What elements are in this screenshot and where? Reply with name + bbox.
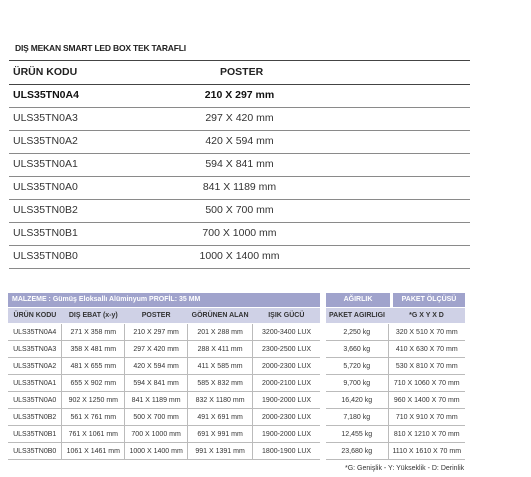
table-cell: ULS35TN0A3 <box>8 341 62 358</box>
table-cell: 710 X 910 X 70 mm <box>388 409 465 426</box>
table-cell: 288 X 411 mm <box>188 341 253 358</box>
spec-table-package <box>326 308 465 460</box>
column-header: ÜRÜN KODU <box>8 308 62 324</box>
table-cell: 12,455 kg <box>326 426 388 443</box>
table-cell: 710 X 1060 X 70 mm <box>388 375 465 392</box>
table-row <box>8 375 320 392</box>
table-cell: 2,250 kg <box>326 324 388 341</box>
column-header: *G X Y X D <box>388 308 465 324</box>
table-cell: 2000-2100 LUX <box>253 375 320 392</box>
header-poster: POSTER <box>220 66 264 78</box>
column-header: GÖRÜNEN ALAN <box>188 308 253 324</box>
table-cell: 210 X 297 mm <box>125 324 188 341</box>
package-header-row <box>326 308 465 324</box>
table-row <box>9 108 470 131</box>
table-cell: 358 X 481 mm <box>62 341 125 358</box>
table-row <box>8 324 320 341</box>
table-cell: 201 X 288 mm <box>188 324 253 341</box>
product-code: ULS35TN0B0 <box>13 250 78 262</box>
table-cell: ULS35TN0A0 <box>8 392 62 409</box>
table-cell: 991 X 1391 mm <box>188 443 253 460</box>
table-row <box>8 426 320 443</box>
product-code: ULS35TN0A4 <box>13 89 79 101</box>
table-row <box>9 131 470 154</box>
poster-size: 594 X 841 mm <box>205 158 274 170</box>
table-cell: 1110 X 1610 X 70 mm <box>388 443 465 460</box>
table-cell: 420 X 594 mm <box>125 358 188 375</box>
table-cell: 530 X 810 X 70 mm <box>388 358 465 375</box>
table-row <box>9 223 470 246</box>
table-row <box>326 409 465 426</box>
table-cell: ULS35TN0B1 <box>8 426 62 443</box>
poster-size: 1000 X 1400 mm <box>199 250 280 262</box>
table-row <box>326 324 465 341</box>
table-row <box>9 85 470 108</box>
table-cell: 481 X 655 mm <box>62 358 125 375</box>
table-cell: 585 X 832 mm <box>188 375 253 392</box>
table-cell: 320 X 510 X 70 mm <box>388 324 465 341</box>
table-row <box>8 358 320 375</box>
table-cell: 841 X 1189 mm <box>125 392 188 409</box>
poster-size: 297 X 420 mm <box>205 112 274 124</box>
table-cell: 23,680 kg <box>326 443 388 460</box>
table-cell: ULS35TN0A1 <box>8 375 62 392</box>
table-row <box>8 392 320 409</box>
poster-size: 700 X 1000 mm <box>202 227 277 239</box>
table-cell: 594 X 841 mm <box>125 375 188 392</box>
table-row <box>9 200 470 223</box>
table-cell: 2300-2500 LUX <box>253 341 320 358</box>
product-code: ULS35TN0A1 <box>13 158 78 170</box>
table-row <box>326 392 465 409</box>
table-row <box>8 443 320 460</box>
poster-size: 420 X 594 mm <box>205 135 274 147</box>
table-cell: 7,180 kg <box>326 409 388 426</box>
table-cell: 902 X 1250 mm <box>62 392 125 409</box>
table-cell: 411 X 585 mm <box>188 358 253 375</box>
product-code: ULS35TN0B1 <box>13 227 78 239</box>
poster-size: 841 X 1189 mm <box>202 181 277 193</box>
product-code: ULS35TN0A0 <box>13 181 78 193</box>
spec-table-main <box>8 308 320 460</box>
product-code: ULS35TN0A2 <box>13 135 78 147</box>
header-product-code: ÜRÜN KODU <box>13 66 78 78</box>
table-cell: 16,420 kg <box>326 392 388 409</box>
column-header: POSTER <box>125 308 188 324</box>
product-code: ULS35TN0A3 <box>13 112 78 124</box>
table-cell: 9,700 kg <box>326 375 388 392</box>
dimension-footnote: *G: Genişlik - Y: Yükseklik - D: Derinlik <box>345 465 465 472</box>
column-header: IŞIK GÜCÜ <box>253 308 320 324</box>
table-cell: 691 X 991 mm <box>188 426 253 443</box>
table-row <box>9 154 470 177</box>
table-cell: 655 X 902 mm <box>62 375 125 392</box>
table-cell: 500 X 700 mm <box>125 409 188 426</box>
column-header: DIŞ EBAT (x-y) <box>62 308 125 324</box>
table-cell: 1000 X 1400 mm <box>125 443 188 460</box>
table-row <box>326 426 465 443</box>
table-cell: 2000-2300 LUX <box>253 358 320 375</box>
table-cell: ULS35TN0A2 <box>8 358 62 375</box>
spec-header-row <box>8 308 320 324</box>
table-row <box>326 443 465 460</box>
table-cell: 491 X 691 mm <box>188 409 253 426</box>
table-cell: 761 X 1061 mm <box>62 426 125 443</box>
table-cell: 1900-2000 LUX <box>253 392 320 409</box>
table-row <box>9 177 470 200</box>
table-cell: 3,660 kg <box>326 341 388 358</box>
page-title: DIŞ MEKAN SMART LED BOX TEK TARAFLI <box>15 43 186 53</box>
table-cell: 271 X 358 mm <box>62 324 125 341</box>
table-cell: 410 X 630 X 70 mm <box>388 341 465 358</box>
table-row <box>8 341 320 358</box>
table-row <box>326 341 465 358</box>
table-row <box>9 246 470 269</box>
table-row <box>8 409 320 426</box>
table-cell: 700 X 1000 mm <box>125 426 188 443</box>
table-cell: 1800-1900 LUX <box>253 443 320 460</box>
table-cell: 810 X 1210 X 70 mm <box>388 426 465 443</box>
table-row <box>326 358 465 375</box>
table-cell: ULS35TN0B2 <box>8 409 62 426</box>
table-cell: 5,720 kg <box>326 358 388 375</box>
table-cell: ULS35TN0A4 <box>8 324 62 341</box>
material-banner: MALZEME : Gümüş Eloksallı Alüminyum PROFİL: 35 MM <box>8 293 320 307</box>
column-header: PAKET AGIRLIGI <box>326 308 388 324</box>
table-row <box>326 375 465 392</box>
table-cell: 1061 X 1461 mm <box>62 443 125 460</box>
table-cell: 561 X 761 mm <box>62 409 125 426</box>
table-cell: 1900-2000 LUX <box>253 426 320 443</box>
table-header <box>9 60 470 85</box>
table-cell: ULS35TN0B0 <box>8 443 62 460</box>
table-cell: 3200-3400 LUX <box>253 324 320 341</box>
weight-header: AĞIRLIK <box>326 293 390 307</box>
table-cell: 297 X 420 mm <box>125 341 188 358</box>
poster-size: 210 X 297 mm <box>204 89 275 101</box>
table-cell: 960 X 1400 X 70 mm <box>388 392 465 409</box>
poster-size: 500 X 700 mm <box>205 204 274 216</box>
package-header: PAKET ÖLÇÜSÜ <box>393 293 465 307</box>
table-cell: 2000-2300 LUX <box>253 409 320 426</box>
product-code: ULS35TN0B2 <box>13 204 78 216</box>
table-cell: 832 X 1180 mm <box>188 392 253 409</box>
poster-size-table <box>9 60 470 269</box>
